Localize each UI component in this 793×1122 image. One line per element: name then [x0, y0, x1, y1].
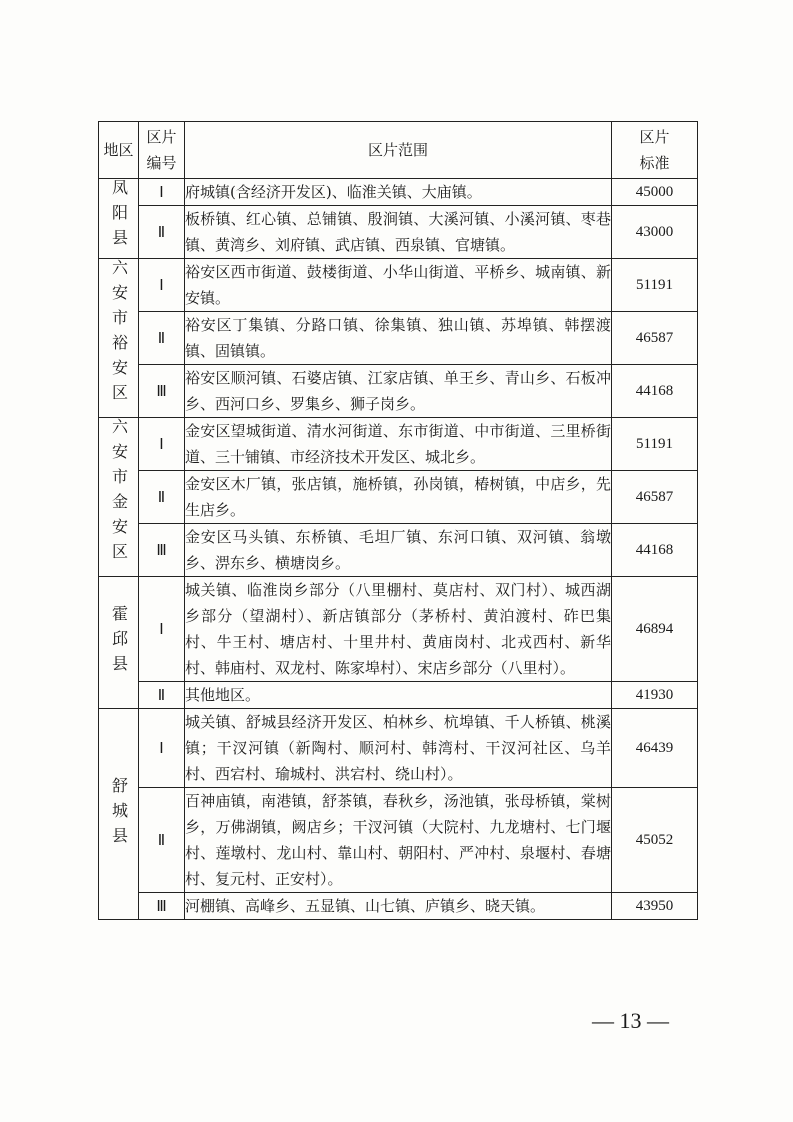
table-row	[99, 471, 698, 524]
zone-code: Ⅱ	[139, 206, 185, 259]
zone-code: Ⅱ	[139, 788, 185, 893]
zone-standard: 51191	[612, 418, 698, 471]
region-cell: 舒城县	[99, 709, 139, 920]
zone-standard: 51191	[612, 259, 698, 312]
zone-code: Ⅱ	[139, 682, 185, 709]
table-row	[99, 577, 698, 682]
zone-code: Ⅰ	[139, 179, 185, 206]
table-row	[99, 682, 698, 709]
region-cell: 霍邱县	[99, 577, 139, 709]
table-header-row	[99, 122, 698, 179]
zone-standard: 45052	[612, 788, 698, 893]
zone-standard: 46587	[612, 312, 698, 365]
zone-scope: 城关镇、舒城县经济开发区、柏林乡、杭埠镇、千人桥镇、桃溪镇；干汊河镇（新陶村、顺河村、韩湾村、干汊河社区、乌羊村、西宕村、瑜城村、洪宕村、绕山村）。	[185, 709, 612, 788]
zone-standard: 45000	[612, 179, 698, 206]
table-row	[99, 788, 698, 893]
page-number: — 13 —	[592, 1008, 669, 1033]
table-row	[99, 206, 698, 259]
zone-scope: 金安区望城街道、清水河街道、东市街道、中市街道、三里桥街道、三十铺镇、市经济技术开发区、城北乡。	[185, 418, 612, 471]
zone-scope: 府城镇(含经济开发区)、临淮关镇、大庙镇。	[185, 179, 612, 206]
header-scope: 区片范围	[185, 122, 612, 179]
zone-code: Ⅱ	[139, 471, 185, 524]
table-row	[99, 259, 698, 312]
zone-scope: 金安区马头镇、东桥镇、毛坦厂镇、东河口镇、双河镇、翁墩乡、淠东乡、横塘岗乡。	[185, 524, 612, 577]
table-row	[99, 418, 698, 471]
table-row	[99, 709, 698, 788]
table-row	[99, 312, 698, 365]
header-code: 区片 编号	[139, 122, 185, 179]
header-region: 地区	[99, 122, 139, 179]
zone-standard: 46439	[612, 709, 698, 788]
zone-scope: 裕安区西市街道、鼓楼街道、小华山街道、平桥乡、城南镇、新安镇。	[185, 259, 612, 312]
zone-standard: 44168	[612, 524, 698, 577]
zone-scope: 板桥镇、红心镇、总铺镇、殷涧镇、大溪河镇、小溪河镇、枣巷镇、黄湾乡、刘府镇、武店镇、西泉镇、官塘镇。	[185, 206, 612, 259]
zone-code: Ⅲ	[139, 365, 185, 418]
zone-scope: 其他地区。	[185, 682, 612, 709]
header-standard: 区片 标准	[612, 122, 698, 179]
zone-code: Ⅱ	[139, 312, 185, 365]
table-row	[99, 179, 698, 206]
zone-standard: 43000	[612, 206, 698, 259]
zone-scope: 裕安区顺河镇、石婆店镇、江家店镇、单王乡、青山乡、石板冲乡、西河口乡、罗集乡、狮子岗乡。	[185, 365, 612, 418]
zone-scope: 裕安区丁集镇、分路口镇、徐集镇、独山镇、苏埠镇、韩摆渡镇、固镇镇。	[185, 312, 612, 365]
region-cell: 六安市金安区	[99, 418, 139, 577]
zone-scope: 金安区木厂镇，张店镇，施桥镇，孙岗镇，椿树镇，中店乡，先生店乡。	[185, 471, 612, 524]
zone-scope: 百神庙镇，南港镇，舒茶镇，春秋乡，汤池镇，张母桥镇，棠树乡，万佛湖镇，阙店乡；干汊河镇（大院村、九龙塘村、七门堰村、莲墩村、龙山村、靠山村、朝阳村、严冲村、泉堰村、春塘村、复元村、正安村）。	[185, 788, 612, 893]
table-row	[99, 893, 698, 920]
region-cell: 凤阳县	[99, 179, 139, 259]
table-row	[99, 365, 698, 418]
zone-scope: 河棚镇、高峰乡、五显镇、山七镇、庐镇乡、晓天镇。	[185, 893, 612, 920]
zone-code: Ⅰ	[139, 709, 185, 788]
zone-scope: 城关镇、临淮岗乡部分（八里棚村、莫店村、双门村）、城西湖乡部分（望湖村）、新店镇部分（茅桥村、黄泊渡村、砟巴集村、牛王村、塘店村、十里井村、黄庙岗村、北戎西村、新华村、韩庙村、双龙村、陈家埠村）、宋店乡部分（八里村）。	[185, 577, 612, 682]
zone-standard: 46894	[612, 577, 698, 682]
zone-code: Ⅲ	[139, 893, 185, 920]
zone-code: Ⅰ	[139, 418, 185, 471]
zone-standard: 41930	[612, 682, 698, 709]
zone-standard: 44168	[612, 365, 698, 418]
zone-code: Ⅰ	[139, 259, 185, 312]
zone-code: Ⅰ	[139, 577, 185, 682]
region-cell: 六安市裕安区	[99, 259, 139, 418]
zone-standard: 46587	[612, 471, 698, 524]
land-price-zone-table	[98, 121, 698, 920]
table-row	[99, 524, 698, 577]
zone-code: Ⅲ	[139, 524, 185, 577]
zone-standard: 43950	[612, 893, 698, 920]
